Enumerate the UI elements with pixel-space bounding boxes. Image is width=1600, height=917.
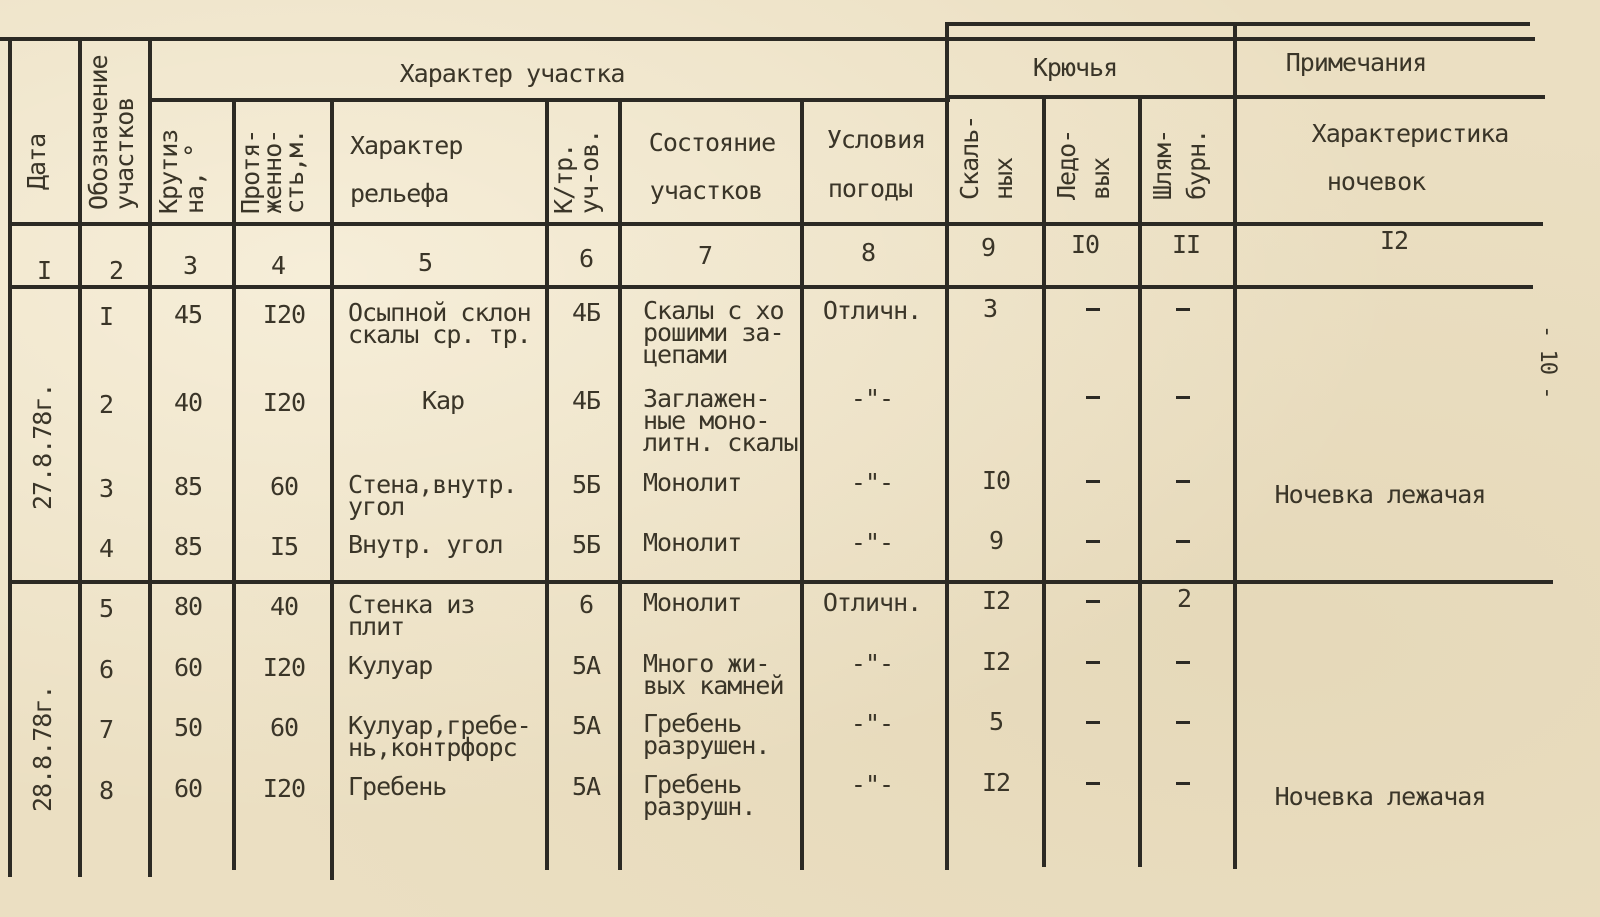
ice-pitons-dash (1086, 721, 1100, 724)
header-bivouac-1: Характеристика (1311, 119, 1509, 148)
bolts-dash (1176, 661, 1190, 664)
section-number-cell: 4 (98, 534, 114, 563)
col-rule-2 (148, 37, 152, 877)
col-rule-6 (618, 100, 622, 870)
relief-cell: Кулуар,гребе- нь,контрфорс (348, 711, 531, 762)
column-number-9: 9 (980, 233, 996, 262)
bolts-dash (1176, 396, 1190, 399)
header-weather-2: погоды (827, 174, 913, 203)
state-cell: Гребень разрушн. (643, 770, 756, 821)
rock-pitons-cell: I2 (981, 768, 1011, 797)
bolts-dash (1176, 721, 1190, 724)
relief-cell: Гребень (348, 772, 447, 801)
col-rule-11 (1233, 24, 1237, 869)
bolts-dash (1176, 480, 1190, 483)
header-state-1: Состояние (648, 128, 776, 157)
difficulty-cell: 5А (571, 772, 601, 801)
state-cell: Монолит (643, 588, 742, 617)
ice-pitons-dash (1086, 308, 1100, 311)
difficulty-cell: 5А (571, 711, 601, 740)
relief-cell: Внутр. угол (348, 530, 503, 559)
bivouac-note-cell: Ночевка лежачая (1274, 782, 1486, 811)
section-number-cell: 3 (98, 474, 114, 503)
table-top-rule (0, 37, 1535, 41)
day-separator-rule (8, 580, 1553, 584)
relief-cell: Осыпной склон скалы ср. тр. (348, 298, 531, 349)
bolts-cell: 2 (1176, 584, 1192, 613)
header-section-id: Обозначение участков (84, 55, 139, 210)
weather-cell: -"- (850, 649, 894, 678)
header-relief-2: рельефа (350, 179, 449, 208)
col-rule-7 (800, 100, 804, 870)
weather-cell: -"- (850, 770, 894, 799)
column-number-5: 5 (417, 248, 433, 277)
col-rule-10 (1138, 97, 1142, 867)
section-number-cell: 2 (98, 390, 114, 419)
relief-cell: Стена,внутр. угол (348, 470, 517, 521)
state-cell: Много жи- вых камней (643, 649, 784, 700)
ice-pitons-dash (1086, 661, 1100, 664)
ice-pitons-dash (1086, 396, 1100, 399)
steepness-cell: 85 (173, 532, 203, 561)
column-number-1: I (36, 256, 52, 285)
header-character-group: Характер участка (399, 59, 625, 88)
col-rule-3 (232, 100, 236, 870)
weather-cell: -"- (850, 384, 894, 413)
weather-cell: -"- (850, 709, 894, 738)
steepness-cell: 85 (173, 472, 203, 501)
rock-pitons-cell: I2 (981, 647, 1011, 676)
steepness-cell: 60 (173, 774, 203, 803)
bivouac-note-cell: Ночевка лежачая (1274, 480, 1486, 509)
length-cell: I20 (262, 653, 306, 682)
difficulty-cell: 5А (571, 651, 601, 680)
relief-cell: Кулуар (348, 651, 433, 680)
header-bottom-rule (8, 222, 1543, 226)
header-steepness: Крутиз на, ° (154, 129, 209, 214)
length-cell: 60 (269, 472, 299, 501)
length-cell: 60 (269, 713, 299, 742)
bolts-dash (1176, 308, 1190, 311)
length-cell: I5 (269, 532, 299, 561)
bolts-dash (1176, 782, 1190, 785)
page-number: - 10 - (1535, 325, 1560, 399)
header-date: Дата (22, 133, 51, 190)
rock-pitons-cell: I0 (981, 466, 1011, 495)
ice-pitons-dash (1086, 480, 1100, 483)
col-rule-4 (330, 100, 334, 880)
difficulty-cell: 4Б (571, 386, 601, 415)
group-header-rule (150, 98, 950, 102)
rock-pitons-cell: 5 (988, 707, 1004, 736)
column-number-10: I0 (1070, 230, 1100, 259)
length-cell: 40 (269, 592, 299, 621)
header-ice-pitons: Ледо- вых (1052, 129, 1115, 200)
header-pitons-group: Крючья (1032, 53, 1118, 82)
bolts-dash (1176, 540, 1190, 543)
header-state-2: участков (649, 176, 763, 205)
col-rule-9 (1042, 97, 1046, 867)
section-number-cell: 5 (98, 594, 114, 623)
state-cell: Заглажен- ные моно- литн. скалы (643, 384, 798, 457)
relief-cell: Стенка из плит (348, 590, 475, 641)
state-cell: Монолит (643, 468, 742, 497)
ice-pitons-dash (1086, 540, 1100, 543)
state-cell: Скалы с хо рошими за- цепами (643, 296, 784, 369)
weather-cell: Отличн. (822, 296, 922, 325)
header-rock-pitons: Скаль- ных (955, 115, 1018, 200)
steepness-cell: 80 (173, 592, 203, 621)
section-number-cell: 6 (98, 655, 114, 684)
steepness-cell: 45 (173, 300, 203, 329)
length-cell: I20 (262, 774, 306, 803)
date-day-1: 27.8.78г. (28, 383, 57, 510)
difficulty-cell: 5Б (571, 530, 601, 559)
header-difficulty: К/тр. уч-ов. (549, 129, 604, 214)
weather-cell: Отличн. (822, 588, 922, 617)
col-rule-1 (78, 37, 82, 877)
header-bivouac-2: ночевок (1326, 167, 1426, 196)
weather-cell: -"- (850, 468, 894, 497)
rock-pitons-cell: 9 (988, 526, 1004, 555)
section-number-cell: I (98, 302, 114, 331)
length-cell: I20 (262, 388, 306, 417)
steepness-cell: 60 (173, 653, 203, 682)
col-rule-0 (8, 37, 12, 877)
header-bolts: Шлям- бурн. (1148, 129, 1211, 200)
header-relief-1: Характер (350, 131, 463, 160)
rock-pitons-cell: 3 (982, 294, 998, 323)
column-number-11: II (1171, 230, 1201, 259)
numbers-bottom-rule (8, 285, 1533, 289)
col-rule-5 (545, 100, 549, 870)
header-notes-group: Примечания (1285, 48, 1427, 77)
weather-cell: -"- (850, 528, 894, 557)
column-number-12: I2 (1379, 226, 1409, 255)
state-cell: Монолит (643, 528, 742, 557)
section-number-cell: 8 (98, 776, 114, 805)
column-number-8: 8 (860, 238, 876, 267)
length-cell: I20 (262, 300, 306, 329)
steepness-cell: 40 (173, 388, 203, 417)
column-number-3: 3 (182, 251, 198, 280)
column-number-4: 4 (270, 251, 286, 280)
pitons-group-rule (945, 95, 1545, 99)
state-cell: Гребень разрушен. (643, 709, 770, 760)
relief-cell: Кар (421, 386, 465, 415)
rock-pitons-cell: I2 (981, 586, 1011, 615)
ice-pitons-dash (1086, 782, 1100, 785)
column-number-7: 7 (697, 241, 713, 270)
ice-pitons-dash (1086, 600, 1100, 603)
column-number-6: 6 (578, 244, 594, 273)
header-weather-1: Условия (826, 125, 926, 154)
date-day-2: 28.8.78г. (28, 685, 57, 812)
column-number-2: 2 (108, 256, 124, 285)
section-number-cell: 7 (98, 715, 114, 744)
steepness-cell: 50 (173, 713, 203, 742)
difficulty-cell: 6 (578, 590, 594, 619)
difficulty-cell: 4Б (571, 298, 601, 327)
col-rule-8 (945, 24, 949, 870)
header-length: Протя- женно- сть,м. (236, 129, 309, 214)
difficulty-cell: 5Б (571, 470, 601, 499)
pitons-top-rule (945, 22, 1530, 26)
